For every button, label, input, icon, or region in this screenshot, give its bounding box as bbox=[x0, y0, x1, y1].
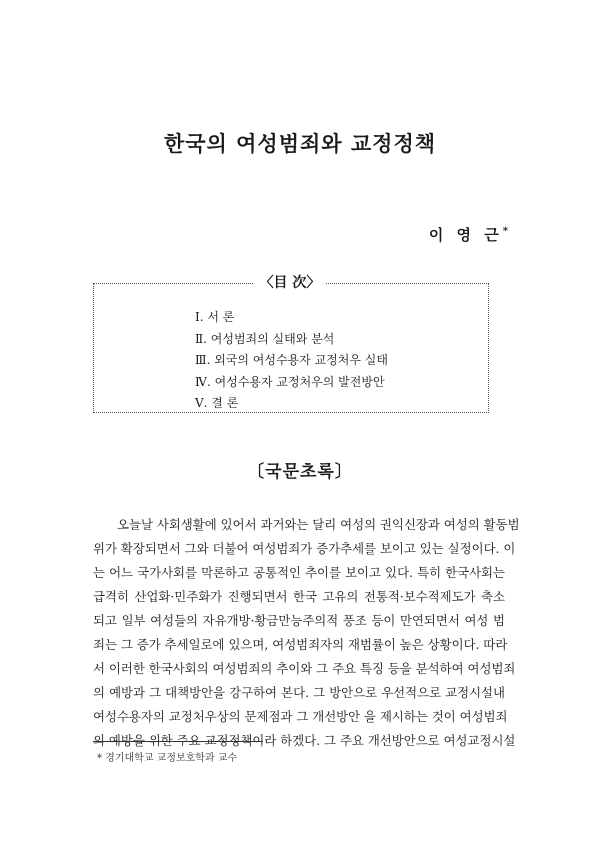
paper-title: 한국의 여성범죄와 교정정책 bbox=[163, 131, 437, 156]
toc-item: Ⅲ. 외국의 여성수용자 교정처우 실태 bbox=[195, 353, 388, 367]
abstract-line: 오늘날 사회생활에 있어서 과거와는 달리 여성의 권익신장과 여성의 활동범 bbox=[117, 517, 520, 532]
abstract-line: 위가 확장되면서 그와 더불어 여성범죄가 증가추세를 보이고 있는 실정이다. 이 bbox=[93, 541, 516, 556]
toc-item: Ⅴ. 결 론 bbox=[195, 396, 239, 410]
abstract-line: 급격히 산업화·민주화가 진행되면서 한국 고유의 전통적·보수적제도가 축소 bbox=[93, 589, 505, 604]
abstract-line: 의 예방을 위한 주요 교정정책이라 하겠다. 그 주요 개선방안으로 여성교정시설 bbox=[93, 733, 516, 748]
toc-item: Ⅱ. 여성범죄의 실태와 분석 bbox=[195, 331, 335, 346]
author-footnote-mark: * bbox=[502, 226, 508, 237]
abstract-heading: 〔국문초록〕 bbox=[247, 462, 353, 482]
toc-item: Ⅰ. 서 론 bbox=[195, 310, 235, 324]
abstract-line: 여성수용자의 교정처우상의 문제점과 그 개선방안 을 제시하는 것이 여성범죄 bbox=[93, 709, 508, 724]
toc-heading bbox=[0, 272, 580, 292]
author bbox=[429, 224, 508, 245]
abstract-line: 는 어느 국가사회를 막론하고 공통적인 추이를 보이고 있다. 특히 한국사회는 bbox=[93, 565, 505, 580]
abstract-line: 되고 일부 여성들의 자유개방·황금만능주의적 풍조 등이 만연되면서 여성 범 bbox=[93, 613, 505, 628]
footnote: * 경기대학교 교정보호학과 교수 bbox=[97, 753, 238, 764]
abstract-body bbox=[93, 513, 520, 753]
abstract-line: 죄는 그 증가 추세일로에 있으며, 여성범죄자의 재범률이 높은 상황이다. 따라 bbox=[93, 637, 508, 652]
toc-heading-text: 〈目 次〉 bbox=[254, 275, 327, 291]
author-name: 이 영 근 bbox=[428, 226, 503, 244]
footnote-divider bbox=[93, 741, 263, 742]
toc-list bbox=[195, 307, 388, 415]
abstract-line: 서 이러한 한국사회의 여성범죄의 추이와 그 주요 특징 등을 분석하여 여성범죄 bbox=[93, 661, 516, 676]
abstract-line: 의 예방과 그 대책방안을 강구하여 본다. 그 방안으로 우선적으로 교정시설내 bbox=[93, 685, 505, 700]
toc-item: Ⅳ. 여성수용자 교정처우의 발전방안 bbox=[195, 374, 385, 389]
